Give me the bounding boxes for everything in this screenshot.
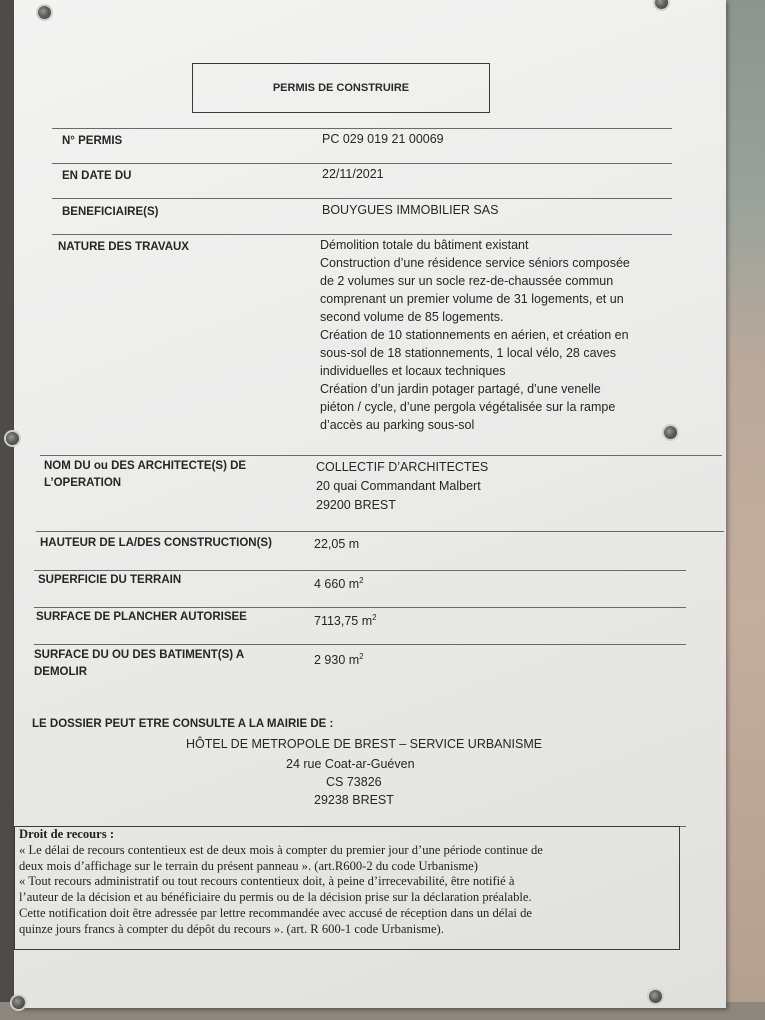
recours-line: l’auteur de la décision et au bénéficiaire du permis ou de la décision prise sur la déclaration préalable.	[19, 890, 532, 905]
hauteur-value: 22,05 m	[314, 537, 360, 551]
divider	[52, 163, 672, 164]
architecte-value: COLLECTIF D’ARCHITECTES 20 quai Commandant Malbert 29200 BREST	[316, 460, 489, 512]
hauteur-label: HAUTEUR DE LA/DES CONSTRUCTION(S)	[40, 537, 272, 549]
divider	[34, 644, 686, 645]
screw-icon	[655, 0, 668, 9]
recours-line: deux mois d’affichage sur le terrain du présent panneau ». (art.R600-2 du code Urbanisme)	[19, 858, 478, 873]
superficie-label: SUPERFICIE DU TERRAIN	[38, 574, 182, 586]
plancher-label: SURFACE DE PLANCHER AUTORISEE	[36, 611, 247, 623]
nature-value: Démolition totale du bâtiment existant Construction d’une résidence service séniors composée de 2 volumes sur un socle rez-de-chaussée commun comprenant un premier volume de 31 logements, et un second volume de 85 logements. Création de 10 stationnements en aérien, et création en sous-sol de 18 stationnements, 1 local vélo, 28 caves individuelles et locaux techniques Création d’un jardin potager partagé, d’une venelle piéton / cycle, d’une pergola végétalisée sur la rampe d’accès au parking sous-sol	[320, 238, 630, 432]
beneficiaire-label: BENEFICIAIRE(S)	[62, 206, 159, 218]
permis-value: PC 029 019 21 00069	[322, 132, 444, 146]
recours-line: « Tout recours administratif ou tout recours contentieux doit, à peine d’irrecevabilité, être notifié à	[19, 874, 515, 889]
demolir-label: SURFACE DU OU DES BATIMENT(S) A DEMOLIR	[34, 649, 245, 678]
screw-icon	[6, 432, 19, 445]
architecte-label: NOM DU ou DES ARCHITECTE(S) DE L’OPERATION	[44, 460, 247, 489]
screw-icon	[38, 6, 51, 19]
mairie-line-1: HÔTEL DE METROPOLE DE BREST – SERVICE URBANISME	[186, 737, 543, 751]
mairie-line-2: 24 rue Coat-ar-Guéven	[286, 757, 415, 771]
recours-line: quinze jours francs à compter du dépôt du recours ». (art. R 600-1 code Urbanisme).	[19, 921, 444, 936]
recours-title: Droit de recours :	[19, 827, 115, 841]
date-value: 22/11/2021	[322, 167, 384, 181]
divider	[36, 531, 724, 532]
screw-icon	[649, 990, 662, 1003]
permis-label: N° PERMIS	[62, 135, 123, 147]
divider	[40, 455, 722, 456]
dossier-heading: LE DOSSIER PEUT ETRE CONSULTE A LA MAIRIE DE :	[32, 718, 334, 730]
recours-line: Cette notification doit être adressée par lettre recommandée avec accusé de réception dans un délai de	[19, 905, 532, 920]
mairie-line-3: CS 73826	[326, 775, 382, 789]
plancher-value: 7113,75 $m^2$	[314, 613, 377, 629]
recours-notice	[14, 826, 680, 950]
superficie-value: 4 660 $m^2$	[314, 576, 364, 592]
background-wall	[722, 0, 765, 1020]
recours-line: « Le délai de recours contentieux est de deux mois à compter du premier jour d’une période continue de	[19, 842, 543, 857]
divider	[34, 607, 686, 608]
screw-icon	[12, 996, 25, 1009]
page-title: PERMIS DE CONSTRUIRE	[192, 63, 490, 113]
screw-icon	[664, 426, 677, 439]
mairie-line-4: 29238 BREST	[314, 793, 394, 807]
divider	[34, 570, 686, 571]
demolir-value: 2 930 $m^2$	[314, 652, 364, 668]
divider	[52, 128, 672, 129]
divider	[52, 234, 672, 235]
date-label: EN DATE DU	[62, 170, 132, 182]
beneficiaire-value: BOUYGUES IMMOBILIER SAS	[322, 203, 499, 217]
nature-label: NATURE DES TRAVAUX	[58, 241, 189, 253]
divider	[52, 198, 672, 199]
